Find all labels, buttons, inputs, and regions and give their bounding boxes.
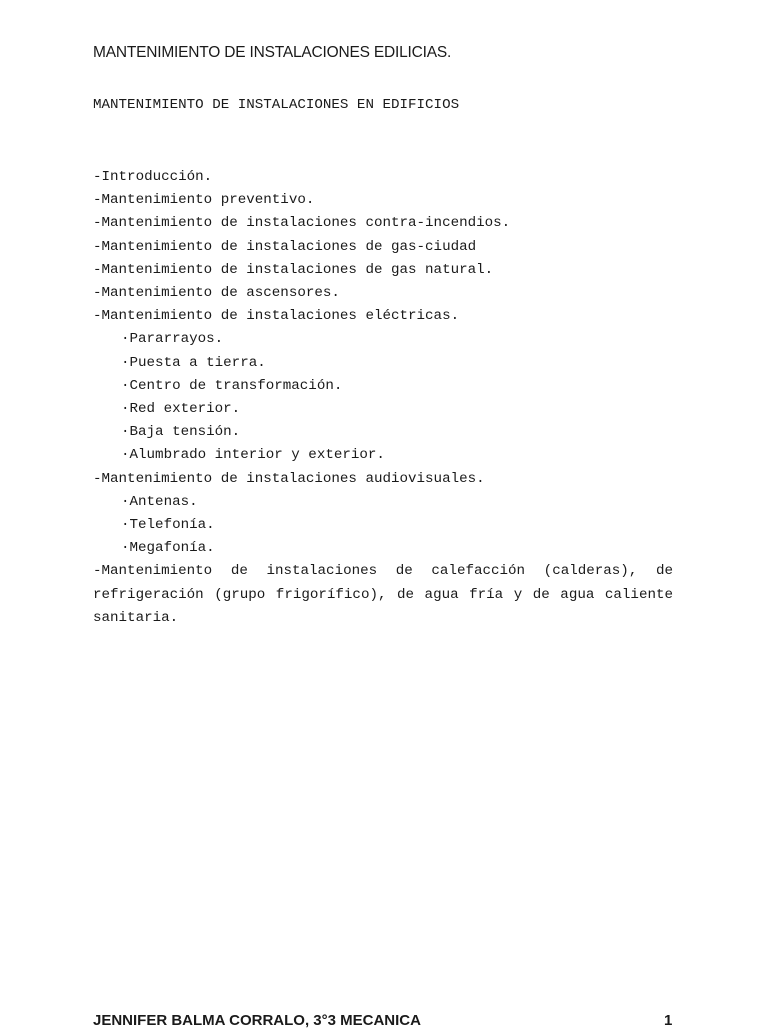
list-subitem: ·Baja tensión.: [121, 424, 241, 441]
list-item: -Mantenimiento de instalaciones de calefacción (calderas), de refrigeración (grupo frigorífico), de agua fría y de agua caliente sanitaria.: [93, 563, 673, 626]
page-number: 1: [664, 1012, 673, 1029]
list-subitem: ·Alumbrado interior y exterior.: [121, 447, 385, 464]
document-subtitle: MANTENIMIENTO DE INSTALACIONES EN EDIFICIOS: [93, 97, 460, 113]
list-subitem: ·Megafonía.: [121, 540, 215, 557]
list-subitem: ·Red exterior.: [121, 401, 241, 418]
list-subitem: ·Puesta a tierra.: [121, 354, 266, 371]
list-item: -Introducción.: [93, 169, 213, 185]
list-item: -Mantenimiento de instalaciones contra-incendios.: [93, 215, 511, 232]
list-item: -Mantenimiento de instalaciones de gas natural.: [93, 261, 494, 278]
list-item: -Mantenimiento preventivo.: [93, 192, 315, 209]
list-subitem: ·Pararrayos.: [121, 331, 224, 348]
list-subitem: ·Telefonía.: [121, 517, 215, 534]
list-item: -Mantenimiento de instalaciones de gas-ciudad: [93, 238, 477, 255]
list-subitem: ·Centro de transformación.: [121, 377, 343, 394]
footer-author: JENNIFER BALMA CORRALO, 3°3 MECANICA: [93, 1012, 421, 1029]
contents-list: [93, 166, 673, 630]
list-subitem: ·Antenas.: [121, 493, 198, 510]
list-item: -Mantenimiento de instalaciones eléctricas.: [93, 308, 460, 325]
document-title: MANTENIMIENTO DE INSTALACIONES EDILICIAS.: [93, 44, 452, 61]
list-item: -Mantenimiento de instalaciones audiovisuales.: [93, 470, 485, 487]
list-item: -Mantenimiento de ascensores.: [93, 285, 340, 302]
